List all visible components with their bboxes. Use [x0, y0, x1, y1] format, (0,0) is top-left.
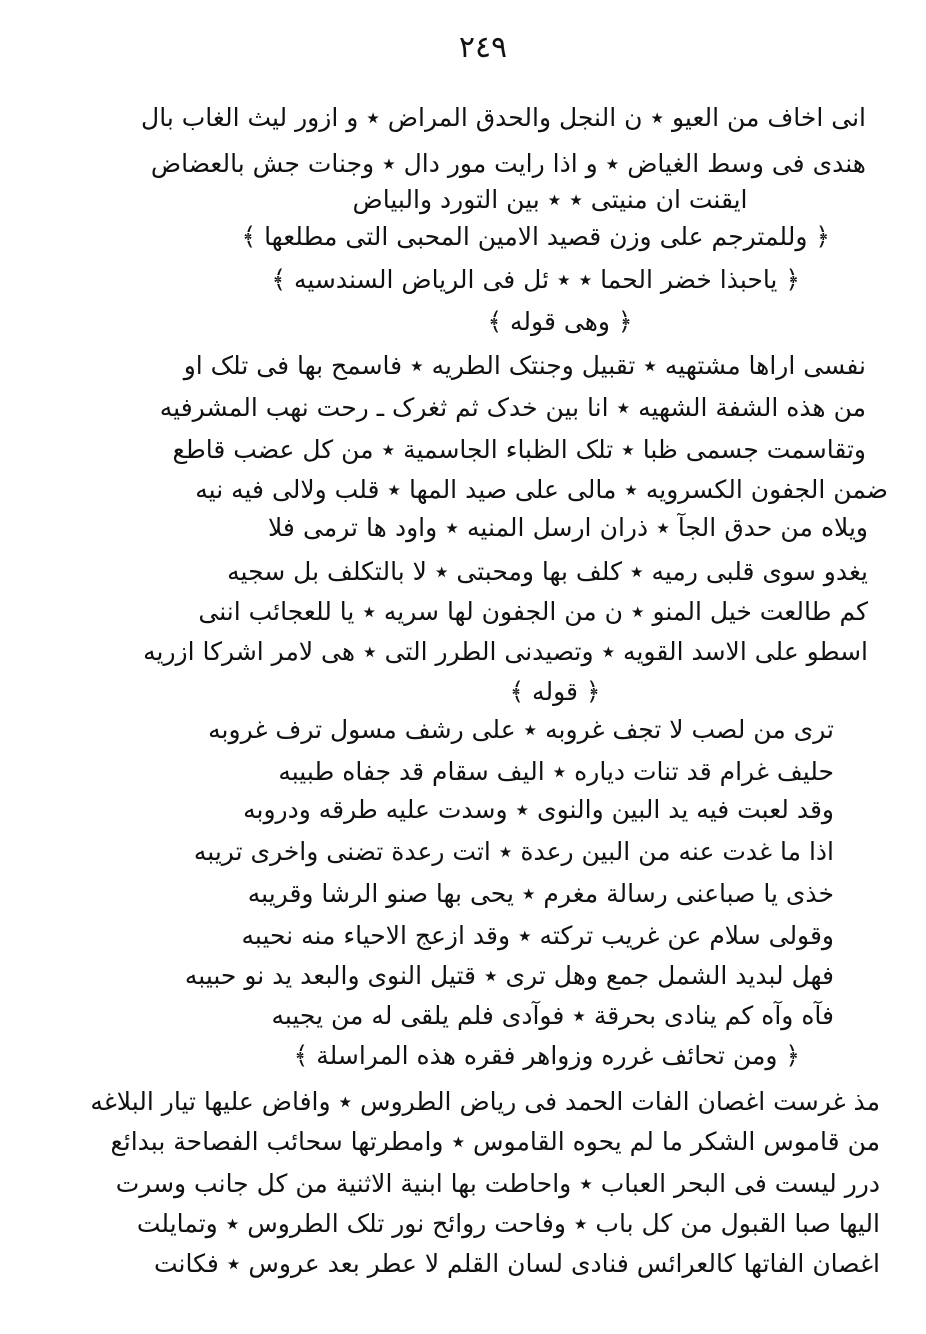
verse-line: تری من لصب لا تجف غروبه ٭ علی رشف مسول ترف غروبه: [208, 715, 834, 744]
verse-line: نفسی اراها مشتهیه ٭ تقبیل وجنتک الطریه ٭ فاسمح بها فی تلک او: [183, 351, 866, 380]
verse-line: هندی فی وسط الغیاض ٭ و اذا رایت مور دال ٭ وجنات جش بالعضاض: [150, 149, 866, 178]
section-heading: ﴿ قوله ﴾: [509, 677, 601, 706]
page-number: ٢٤٩: [458, 30, 508, 65]
section-heading: ﴿ ومن تحائف غرره وزواهر فقره هذه المراسلة ﴾: [293, 1041, 800, 1070]
verse-line: ایقنت ان منیتی ٭ ٭ بین التورد والبیاض: [352, 185, 748, 214]
verse-line: فآه وآه کم ینادی بحرقة ٭ فوآدی فلم یلقی له من یجیبه: [271, 1001, 834, 1030]
verse-line: اذا ما غدت عنه من البین رعدة ٭ اتت رعدة تضنی واخری تریبه: [193, 837, 834, 866]
verse-line: وتقاسمت جسمی ظبا ٭ تلک الظباء الجاسمیة ٭ من کل عضب قاطع: [172, 435, 866, 464]
verse-line: یغدو سوی قلبی رمیه ٭ کلف بها ومحبتی ٭ لا بالتکلف بل سجیه: [227, 557, 868, 586]
prose-line: درر لیست فی البحر العباب ٭ واحاطت بها ابنیة الاثنیة من کل جانب وسرت: [115, 1169, 880, 1198]
prose-line: اغصان الفاتها کالعرائس فنادی لسان القلم لا عطر بعد عروس ٭ فکانت: [153, 1249, 880, 1278]
verse-line: وقولی سلام عن غریب ترکته ٭ وقد ازعج الاحیاء منه نحیبه: [241, 921, 834, 950]
verse-line: ویلاه من حدق الجآ ٭ ذران ارسل المنیه ٭ واود ها ترمی فلا: [268, 513, 868, 542]
verse-line: فهل لبدید الشمل جمع وهل تری ٭ قتیل النوی والبعد ید نو حبیبه: [184, 961, 834, 990]
section-heading: ﴿ یاحبذا خضر الحما ٭ ٭ ئل فی الریاض السندسیه ﴾: [271, 265, 800, 294]
verse-line: انی اخاف من العیو ٭ ن النجل والحدق المراض ٭ و ازور لیث الغاب بال: [141, 103, 866, 132]
verse-line: ضمن الجفون الکسرویه ٭ مالی علی صید المها ٭ قلب ولالی فیه نیه: [195, 475, 888, 504]
prose-line: مذ غرست اغصان الفات الحمد فی ریاض الطروس ٭ وافاض علیها تیار البلاغه: [90, 1087, 880, 1116]
section-heading: ﴿ وهی قوله ﴾: [487, 307, 633, 336]
verse-line: اسطو علی الاسد القویه ٭ وتصیدنی الطرر التی ٭ هی لامر اشرکا ازریه: [143, 637, 868, 666]
verse-line: حلیف غرام قد تنات دیاره ٭ الیف سقام قد جفاه طبیبه: [278, 757, 834, 786]
section-heading: ﴿ وللمترجم علی وزن قصید الامین المحبی التی مطلعها ﴾: [241, 222, 830, 251]
prose-line: الیها صبا القبول من کل باب ٭ وفاحت روائح نور تلک الطروس ٭ وتمایلت: [136, 1209, 880, 1238]
verse-line: کم طالعت خیل المنو ٭ ن من الجفون لها سریه ٭ یا للعجائب اننی: [198, 597, 868, 626]
prose-line: من قاموس الشکر ما لم یحوه القاموس ٭ وامطرتها سحائب الفصاحة ببدائع: [110, 1127, 880, 1156]
verse-line: خذی یا صباعنی رسالة مغرم ٭ یحی بها صنو الرشا وقریبه: [247, 879, 834, 908]
verse-line: وقد لعبت فیه ید البین والنوی ٭ وسدت علیه طرقه ودروبه: [243, 795, 834, 824]
verse-line: من هذه الشفة الشهیه ٭ انا بین خدک ثم ثغرک ـ رحت نهب المشرفیه: [159, 393, 866, 422]
